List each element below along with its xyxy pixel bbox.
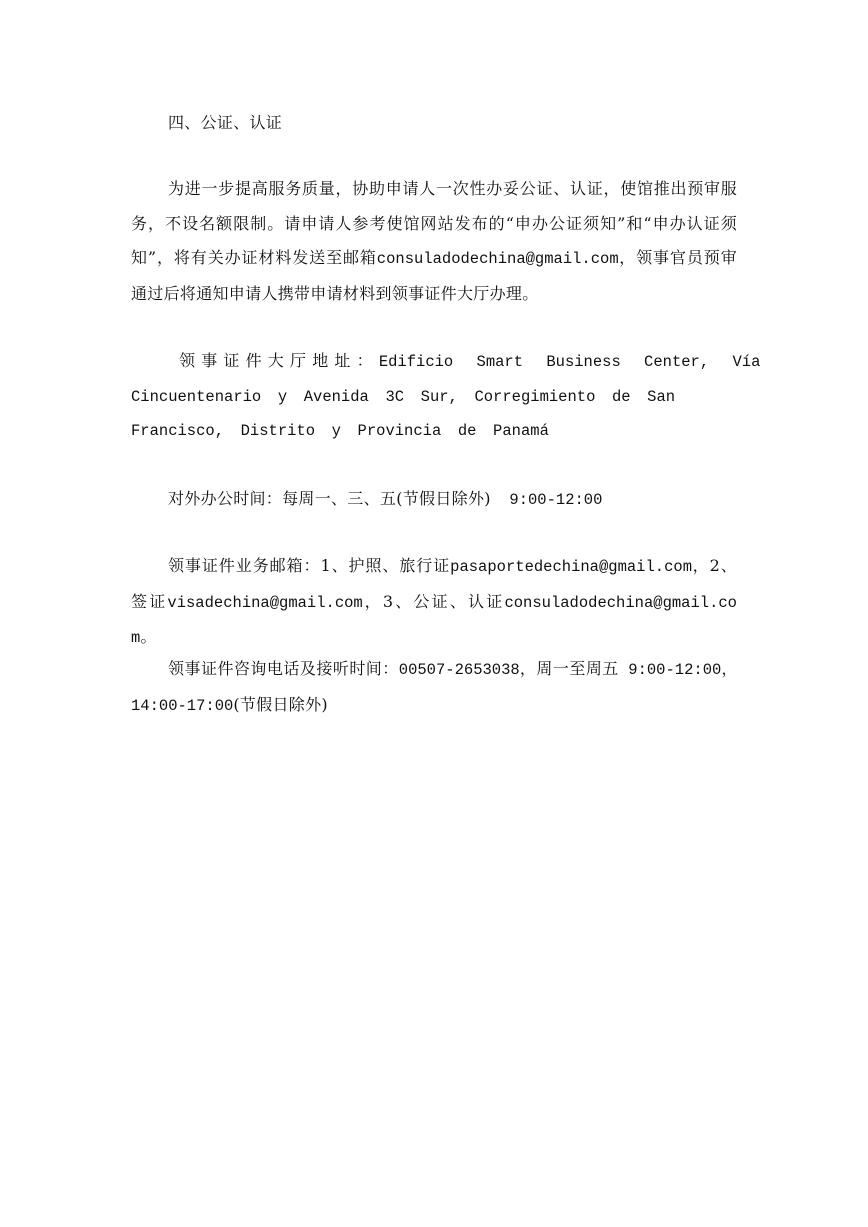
address-line-3: Francisco, Distrito y Provincia de Panamá xyxy=(131,422,549,440)
intro-email: consuladodechina@gmail.com xyxy=(376,250,619,268)
visa-email: visadechina@gmail.com xyxy=(167,593,363,612)
intro-paragraph xyxy=(131,172,737,311)
address-line-2: Cincuentenario y Avenida 3C Sur, Corregimiento de San xyxy=(131,387,676,406)
office-hours-time: 9:00-12:00 xyxy=(490,491,603,509)
section-title xyxy=(131,106,737,141)
office-hours-label: 对外办公时间：每周一、三、五(节假日除外) xyxy=(168,489,491,508)
emails-sep-2: ，3、公证、认证 xyxy=(362,591,505,611)
phone-sep: ，周一至周五 xyxy=(519,659,619,678)
phone-label: 领事证件咨询电话及接听时间： xyxy=(168,659,399,678)
address-line-1 xyxy=(131,344,761,380)
emails-end: 。 xyxy=(140,627,157,646)
phone-paragraph xyxy=(131,652,737,723)
intro-text-1: 为进一步提高服务质量，协助申请人一次性办妥公证、认证，使馆推出预审服务，不设名额限制。请申请人参考使馆网站发布的“申办公证须知”和“申办认证须知”，将有关办证材料发送至邮箱 xyxy=(131,179,737,267)
intro-text-2: ，领事官员预审通过后将通知申请人携带申请材料到领事证件大厅办理。 xyxy=(131,248,737,303)
emails-paragraph xyxy=(131,549,737,656)
passport-email: pasaportedechina@gmail.com xyxy=(450,558,692,576)
emails-sep-1: ，2、签证 xyxy=(131,556,737,611)
section-title-text: 四、公证、认证 xyxy=(168,113,283,132)
emails-label: 领事证件业务邮箱：1、护照、旅行证 xyxy=(168,556,451,575)
address-text-1: Edificio Smart Business Center, Vía xyxy=(378,353,761,371)
phone-note: (节假日除外) xyxy=(233,694,328,714)
consular-email: consuladodechina@gmail.com xyxy=(131,593,737,647)
office-hours xyxy=(131,482,737,518)
phone-number: 00507-2653038 xyxy=(398,661,520,679)
phone-hours: 9:00-12:00，14:00-17:00 xyxy=(131,661,737,715)
address-block xyxy=(131,344,761,449)
address-label: 领事证件大厅地址： xyxy=(179,351,379,370)
